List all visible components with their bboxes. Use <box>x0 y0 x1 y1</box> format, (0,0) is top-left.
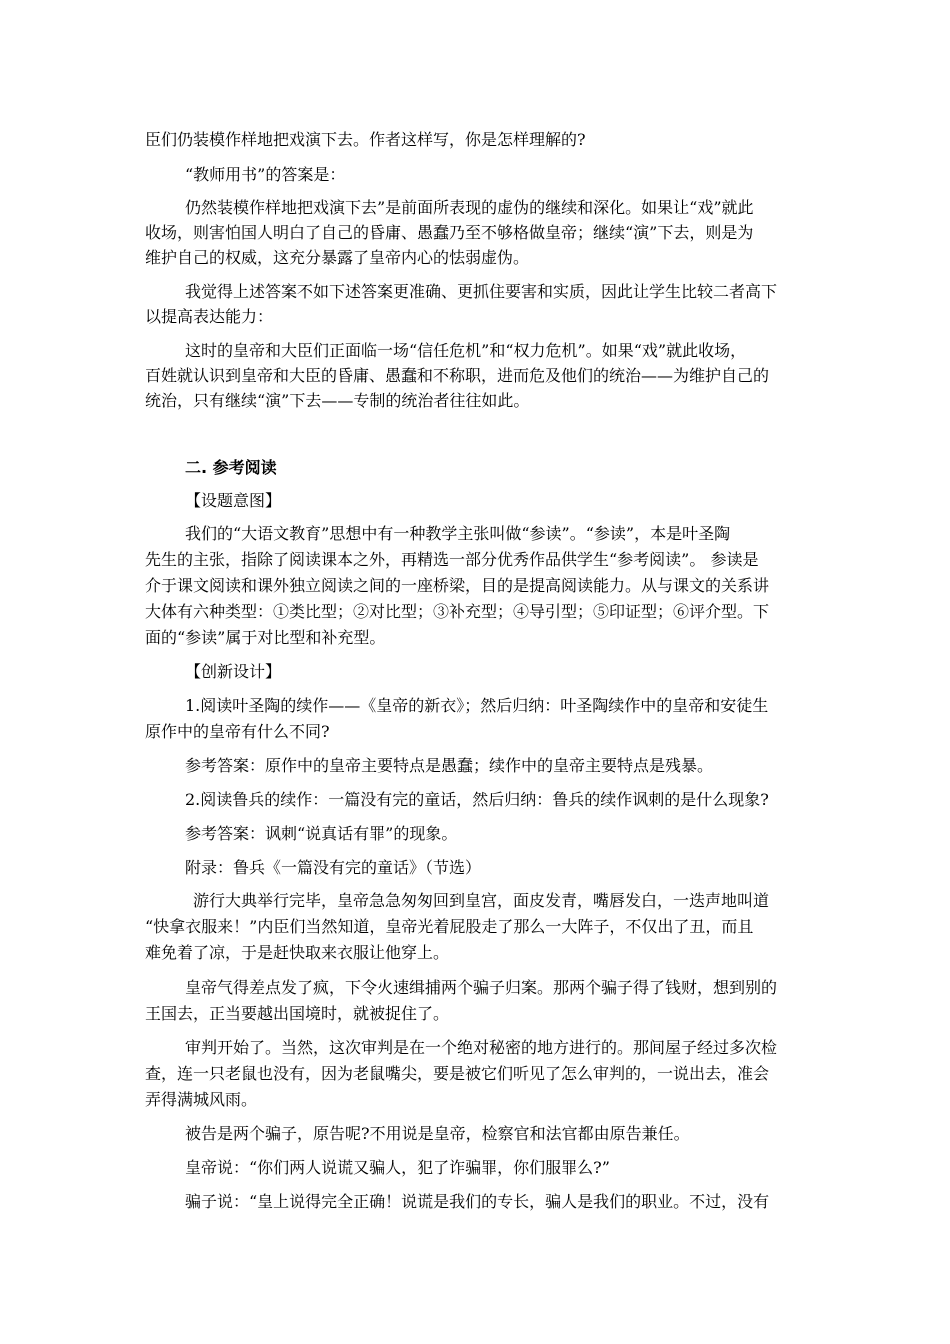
text-line: 2.阅读鲁兵的续作：一篇没有完的童话，然后归纳：鲁兵的续作讽刺的是什么现象? <box>185 790 769 809</box>
text-line: 介于课文阅读和课外独立阅读之间的一座桥梁，目的是提高阅读能力。从与课文的关系讲 <box>145 576 770 595</box>
text-line: 以提高表达能力： <box>145 307 274 326</box>
text-line: 维护自己的权威，这充分暴露了皇帝内心的怯弱虚伪。 <box>145 248 530 267</box>
text-line: 查，连一只老鼠也没有，因为老鼠嘴尖，要是被它们听见了怎么审判的，一说出去，准会 <box>145 1064 770 1083</box>
text-line: 参考答案：讽刺“说真话有罪”的现象。 <box>185 824 458 843</box>
text-line: 我们的“大语文教育”思想中有一种教学主张叫做“参读”。“参读”，本是叶圣陶 <box>185 524 731 543</box>
text-line: 参考答案：原作中的皇帝主要特点是愚蠢；续作中的皇帝主要特点是残暴。 <box>185 756 714 775</box>
text-line: 皇帝气得差点发了疯，下令火速缉捕两个骗子归案。那两个骗子得了钱财，想到别的 <box>185 978 778 997</box>
subheading: 【创新设计】 <box>185 662 282 681</box>
text-line: “快拿衣服来！”内臣们当然知道，皇帝光着屁股走了那么一大阵子，不仅出了丑，而且 <box>145 917 754 936</box>
text-line: 皇帝说：“你们两人说谎又骗人，犯了诈骗罪，你们服罪么?” <box>185 1158 610 1177</box>
text-line: 1.阅读叶圣陶的续作——《皇帝的新衣》；然后归纳：叶圣陶续作中的皇帝和安徒生 <box>185 696 769 715</box>
text-line: 王国去，正当要越出国境时，就被捉住了。 <box>145 1004 450 1023</box>
text-line: 骗子说：“皇上说得完全正确！说谎是我们的专长，骗人是我们的职业。不过，没有 <box>185 1192 770 1211</box>
text-line: 被告是两个骗子，原告呢?不用说是皇帝，检察官和法官都由原告兼任。 <box>185 1124 690 1143</box>
text-line: “教师用书”的答案是： <box>185 165 346 184</box>
text-line: 弄得满城风雨。 <box>145 1090 258 1109</box>
subheading: 【设题意图】 <box>185 491 282 510</box>
text-line: 百姓就认识到皇帝和大臣的昏庸、愚蠢和不称职，进而危及他们的统治——为维护自己的 <box>145 366 770 385</box>
text-line: 统治，只有继续“演”下去——专制的统治者往往如此。 <box>145 391 530 410</box>
text-line: 难免着了凉，于是赶快取来衣服让他穿上。 <box>145 943 450 962</box>
text-line: 收场，则害怕国人明白了自己的昏庸、愚蠢乃至不够格做皇帝；继续“演”下去，则是为 <box>145 223 754 242</box>
text-line: 游行大典举行完毕，皇帝急急匆匆回到皇宫，面皮发青，嘴唇发白，一迭声地叫道 <box>193 891 770 910</box>
text-line: 我觉得上述答案不如下述答案更准确、更抓住要害和实质，因此让学生比较二者高下 <box>185 282 778 301</box>
text-line: 原作中的皇帝有什么不同? <box>145 722 330 741</box>
text-line: 臣们仍装模作样地把戏演下去。作者这样写，你是怎样理解的? <box>145 130 586 149</box>
text-line: 仍然装模作样地把戏演下去”是前面所表现的虚伪的继续和深化。如果让“戏”就此 <box>185 198 754 217</box>
text-line: 审判开始了。当然，这次审判是在一个绝对秘密的地方进行的。那间屋子经过多次检 <box>185 1038 778 1057</box>
text-line: 大体有六种类型：①类比型；②对比型；③补充型；④导引型；⑤印证型；⑥评介型。下 <box>145 602 770 621</box>
text-line: 这时的皇帝和大臣们正面临一场“信任危机”和“权力危机”。如果“戏”就此收场， <box>185 341 747 360</box>
section-heading: 二. 参考阅读 <box>185 458 277 477</box>
text-line: 附录：鲁兵《一篇没有完的童话》（节选） <box>185 858 482 877</box>
text-line: 面的“参读”属于对比型和补充型。 <box>145 628 386 647</box>
text-line: 先生的主张，指除了阅读课本之外，再精选一部分优秀作品供学生“参考阅读”。 参读是 <box>145 550 759 569</box>
